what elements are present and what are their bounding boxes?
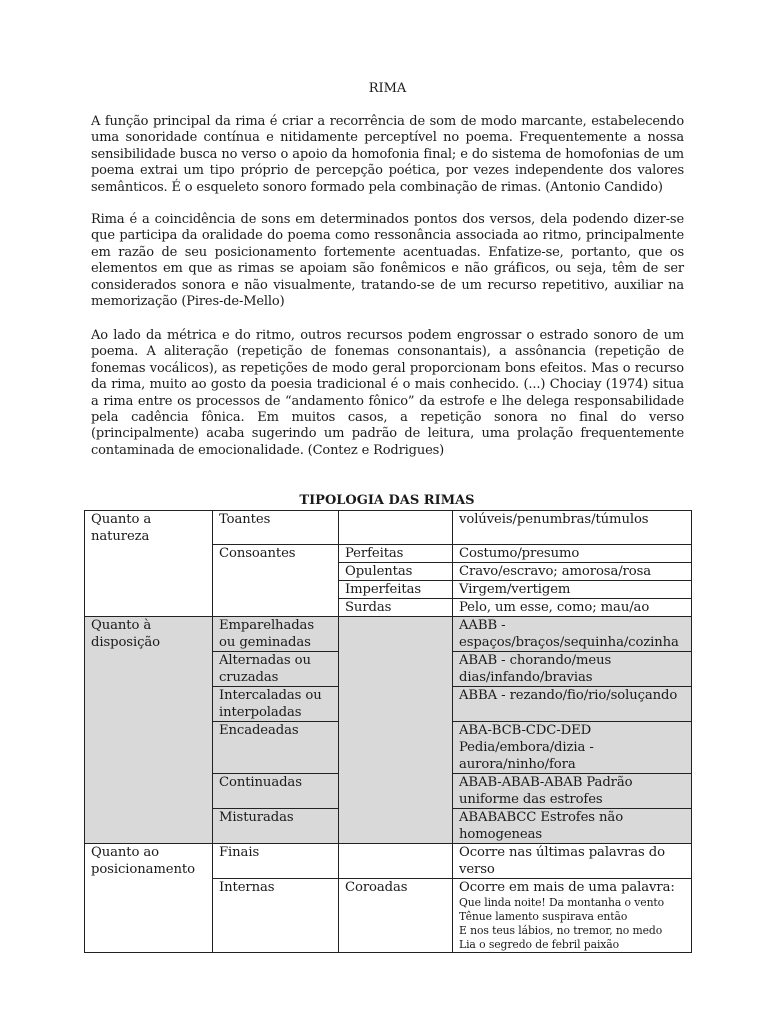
- document-title: RIMA: [368, 81, 407, 96]
- table-row: [85, 844, 692, 879]
- type-cell: Consoantes: [213, 545, 339, 617]
- example-cell-poem: [453, 879, 692, 953]
- example-cell: Ocorre nas últimas palavras do verso: [453, 844, 692, 879]
- poem-line: Lia o segredo de febril paixão: [459, 938, 620, 951]
- subtype-cell-empty: [339, 617, 453, 844]
- example-cell: Costumo/presumo: [453, 545, 692, 563]
- poem-line: Que linda noite! Da montanha o vento: [459, 896, 665, 909]
- type-cell: Misturadas: [213, 809, 339, 844]
- example-cell: AABB - espaços/braços/sequinha/cozinha: [453, 617, 692, 652]
- type-cell: Alternadas ou cruzadas: [213, 652, 339, 687]
- type-cell: Encadeadas: [213, 722, 339, 774]
- group-cell-posicionamento: Quanto ao posicionamento: [85, 844, 213, 953]
- subtype-cell: Opulentas: [339, 563, 453, 581]
- subtype-cell: [339, 511, 453, 545]
- rhyme-typology-table: [84, 510, 692, 953]
- example-cell: Pelo, um esse, como; mau/ao: [453, 599, 692, 617]
- example-cell: ABA-BCB-CDC-DED Pedia/embora/dizia - aurora/ninho/fora: [453, 722, 692, 774]
- table-caption: TIPOLOGIA DAS RIMAS: [299, 493, 475, 508]
- type-cell: Continuadas: [213, 774, 339, 809]
- example-cell: ABABABCC Estrofes não homogeneas: [453, 809, 692, 844]
- paragraph-candido: A função principal da rima é criar a recorrência de som de modo marcante, estabelecendo uma sonoridade contínua e nitidamente perceptível no poema. Frequentemente a nossa sensibilidade busca no verso o apoio da homofonia final; e do sistema de homofonias de um poema extrai um tipo próprio de percepção poética, por vezes independente dos valores semânticos. É o esqueleto sonoro formado pela combinação de rimas. (Antonio Candido): [91, 114, 684, 195]
- subtype-cell: Coroadas: [339, 879, 453, 953]
- poem-line: E nos teus lábios, no tremor, no medo: [459, 924, 663, 937]
- group-cell-natureza: Quanto a natureza: [85, 511, 213, 617]
- table-row: [85, 617, 692, 652]
- example-cell: ABAB-ABAB-ABAB Padrão uniforme das estrofes: [453, 774, 692, 809]
- subtype-cell: Perfeitas: [339, 545, 453, 563]
- type-cell: Emparelhadas ou geminadas: [213, 617, 339, 652]
- example-heading: Ocorre em mais de uma palavra:: [459, 880, 675, 895]
- type-cell: Toantes: [213, 511, 339, 545]
- group-cell-disposicao: Quanto à disposição: [85, 617, 213, 844]
- subtype-cell: Imperfeitas: [339, 581, 453, 599]
- type-cell: Finais: [213, 844, 339, 879]
- poem-line: Tênue lamento suspirava então: [459, 910, 628, 923]
- paragraph-contez-rodrigues: Ao lado da métrica e do ritmo, outros recursos podem engrossar o estrado sonoro de um poema. A aliteração (repetição de fonemas consonantais), a assônancia (repetição de fonemas vocálicos), as repetições de modo geral proporcionam bons efeitos. Mas o recurso da rima, muito ao gosto da poesia tradicional é o mais conhecido. (...) Chociay (1974) situa a rima entre os processos de “andamento fônico” da estrofe e lhe delega responsabilidade pela cadência fônica. Em muitos casos, a repetição sonora no final do verso (principalmente) acaba sugerindo um padrão de leitura, uma prolação frequentemente contaminada de emocionalidade. (Contez e Rodrigues): [91, 328, 684, 458]
- table-row: [85, 511, 692, 545]
- subtype-cell: [339, 844, 453, 879]
- example-cell: ABBA - rezando/fio/rio/soluçando: [453, 687, 692, 722]
- type-cell: Intercaladas ou interpoladas: [213, 687, 339, 722]
- example-cell: volúveis/penumbras/túmulos: [453, 511, 692, 545]
- example-cell: Cravo/escravo; amorosa/rosa: [453, 563, 692, 581]
- type-cell: Internas: [213, 879, 339, 953]
- paragraph-pires-de-mello: Rima é a coincidência de sons em determinados pontos dos versos, dela podendo dizer-se que participa da oralidade do poema como ressonância associada ao ritmo, principalmente em razão de seu posicionamento fortemente acentuadas. Enfatize-se, portanto, que os elementos em que as rimas se apoiam são fonêmicos e não gráficos, ou seja, têm de ser considerados sonora e não visualmente, tratando-se de um recurso repetitivo, auxiliar na memorização (Pires-de-Mello): [91, 212, 684, 310]
- subtype-cell: Surdas: [339, 599, 453, 617]
- example-cell: Virgem/vertigem: [453, 581, 692, 599]
- example-cell: ABAB - chorando/meus dias/infando/bravias: [453, 652, 692, 687]
